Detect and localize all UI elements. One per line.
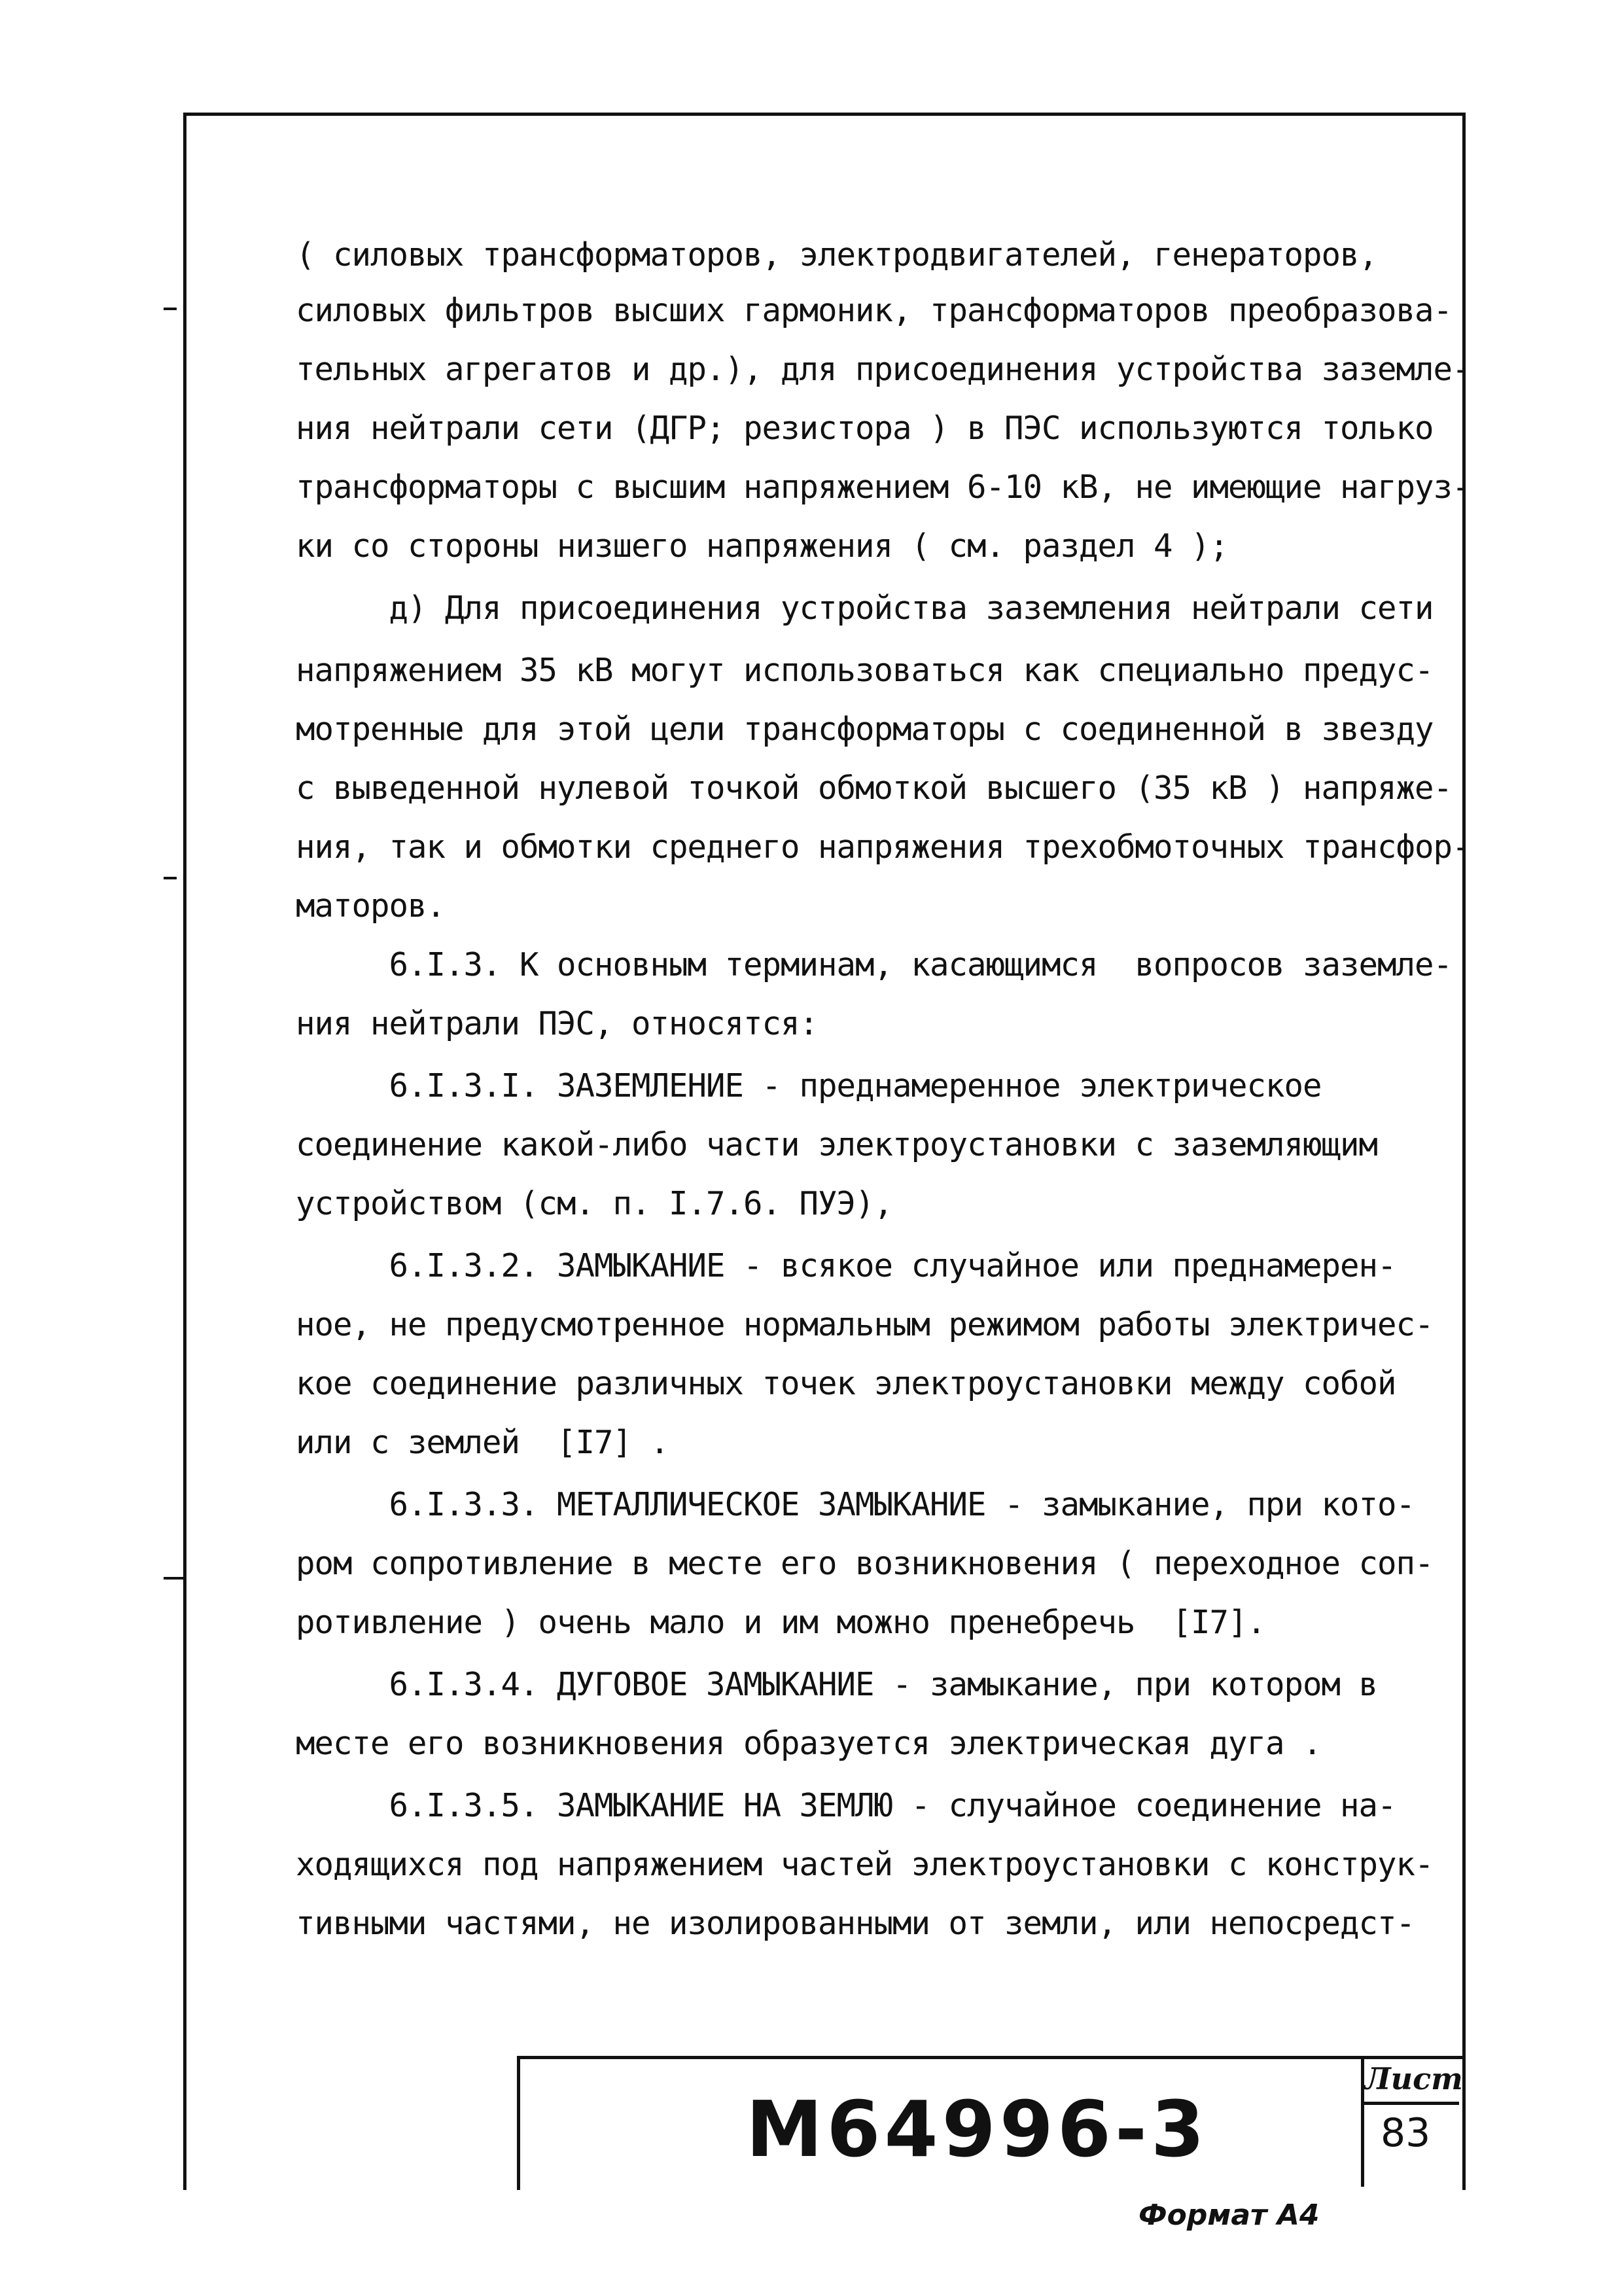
sheet-label: Лист: [1364, 2061, 1463, 2096]
text-line: трансформаторы с высшим напряжением 6-10 кВ, не имеющие нагруз-: [296, 468, 1471, 506]
sheet-number: 83: [1381, 2110, 1431, 2156]
text-line: 6.I.3.I. ЗАЗЕМЛЕНИЕ - преднамеренное электрическое: [296, 1067, 1322, 1104]
text-line: или с землей [I7] .: [296, 1424, 669, 1461]
text-line: тивными частями, не изолированными от земли, или непосредст-: [296, 1905, 1415, 1942]
text-line: 6.I.3.2. ЗАМЫКАНИЕ - всякое случайное или преднамерен-: [296, 1247, 1396, 1284]
margin-mark: [164, 308, 177, 310]
text-line: 6.I.3.3. МЕТАЛЛИЧЕСКОЕ ЗАМЫКАНИЕ - замыкание, при кото-: [296, 1486, 1415, 1523]
text-line: 6.I.3.5. ЗАМЫКАНИЕ НА ЗЕМЛЮ - случайное соединение на-: [296, 1787, 1396, 1824]
text-line: ное, не предусмотренное нормальным режимом работы электричес-: [296, 1306, 1434, 1343]
text-line: соединение какой-либо части электроустановки с заземляющим: [296, 1126, 1378, 1163]
text-line: 6.I.3.4. ДУГОВОЕ ЗАМЫКАНИЕ - замыкание, при котором в: [296, 1666, 1378, 1703]
margin-mark: [164, 877, 177, 879]
text-line: ром сопротивление в месте его возникновения ( переходное соп-: [296, 1545, 1434, 1582]
text-line: тельных агрегатов и др.), для присоединения устройства заземле-: [296, 351, 1471, 388]
text-line: ( силовых трансформаторов, электродвигателей, генераторов,: [296, 236, 1378, 274]
text-line: напряжением 35 кВ могут использоваться как специально предус-: [296, 652, 1434, 689]
format-note: Формат А4: [1138, 2199, 1320, 2232]
text-line: 6.I.3. К основным терминам, касающимся вопросов заземле-: [296, 946, 1453, 983]
text-line: маторов.: [296, 887, 446, 925]
text-line: ния, так и обмотки среднего напряжения трехобмоточных трансфор-: [296, 828, 1471, 866]
text-line: месте его возникновения образуется электрическая дуга .: [296, 1725, 1322, 1762]
text-line: устройством (см. п. I.7.6. ПУЭ),: [296, 1185, 893, 1222]
text-line: кое соединение различных точек электроустановки между собой: [296, 1365, 1396, 1402]
text-line: ходящихся под напряжением частей электроустановки с конструк-: [296, 1846, 1434, 1883]
text-line: с выведенной нулевой точкой обмоткой высшего (35 кВ ) напряже-: [296, 769, 1453, 807]
text-line: д) Для присоединения устройства заземления нейтрали сети: [296, 590, 1434, 627]
text-line: ния нейтрали сети (ДГР; резистора ) в ПЭС используются только: [296, 410, 1434, 447]
text-line: ротивление ) очень мало и им можно пренебречь [I7].: [296, 1604, 1266, 1641]
text-line: силовых фильтров высших гармоник, трансформаторов преобразова-: [296, 292, 1453, 329]
sheet-separator: [1364, 2102, 1459, 2105]
margin-mark: [164, 1577, 183, 1580]
text-line: ки со стороны низшего напряжения ( см. раздел 4 );: [296, 527, 1229, 565]
text-line: мотренные для этой цели трансформаторы с соединенной в звезду: [296, 711, 1434, 748]
text-line: ния нейтрали ПЭС, относятся:: [296, 1005, 819, 1042]
document-code: М64996-3: [746, 2084, 1209, 2174]
